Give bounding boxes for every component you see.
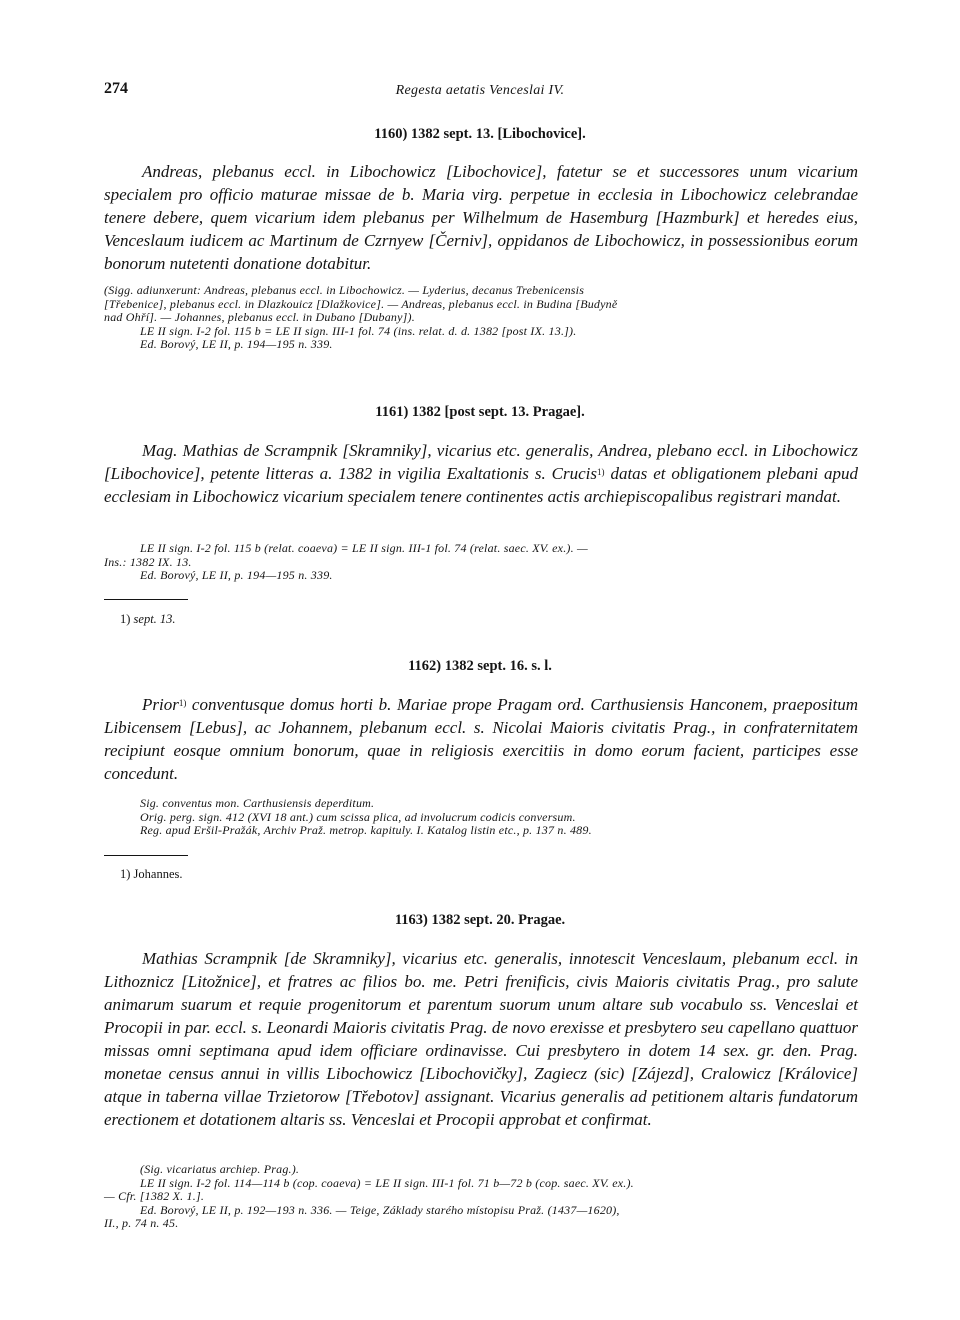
entry-heading-1161: 1161) 1382 [post sept. 13. Pragae]. xyxy=(375,404,585,420)
footnote-divider xyxy=(104,599,188,600)
running-title: Regesta aetatis Venceslai IV. xyxy=(395,83,565,98)
footnote-mark: 1) xyxy=(120,612,131,626)
note-line: Ed. Borový, LE II, p. 194—195 n. 339. xyxy=(140,568,333,582)
entry-text-1160-part: Andreas, plebanus eccl. in Libochowicz [Libochovice], fatetur se et successores unum vicarium specialem pro officio maturae missae de b. Maria virg. perpetue in ecclesia in Libochowicz celebrandae tenere debere, quem vicarium idem plebanus per Wilhelmum de Hasemburg [Hazmburk] et heredes eius, Venceslaum iudicem ac Martinum de Czrnyew [Černiv], oppidanos de Libochowicz, in possessionibus eorum bonorum nutetenti donatione dotabitur. xyxy=(104,162,858,273)
footnote-1161 xyxy=(120,612,176,627)
note-line: nad Ohří]. — Johannes, plebanus eccl. in Dubano [Dubany]). xyxy=(104,310,415,324)
page-number: 274 xyxy=(104,80,128,97)
entry-text-1161-part: Mag. Mathias de Scrampnik [Skramniky], vicarius etc. generalis, Andrea, plebano eccl. in Libochowicz [Libochovice], petente litteras a. 1382 in vigilia Exaltationis s. Crucis xyxy=(104,441,858,483)
footnote-1162 xyxy=(120,867,183,882)
footnote-text: Johannes. xyxy=(130,867,183,881)
entry-text-1162-part: Prior xyxy=(142,695,179,714)
entry-heading-1160: 1160) 1382 sept. 13. [Libochovice]. xyxy=(374,126,586,142)
entry-text-1161 xyxy=(104,439,858,508)
footnote-divider xyxy=(104,855,188,856)
entry-text-1163 xyxy=(104,947,858,1131)
note-line: Reg. apud Eršil-Pražák, Archiv Praž. metrop. kapituly. I. Katalog listin etc., p. 137 n. 489. xyxy=(140,823,592,837)
footnote-mark: 1) xyxy=(120,867,131,881)
note-line: (Sig. vicariatus archiep. Prag.). xyxy=(140,1162,300,1176)
note-line: LE II sign. I-2 fol. 115 b (relat. coaeva) = LE II sign. III-1 fol. 74 (relat. saec. XV. ex.). — xyxy=(140,541,588,555)
entry-notes-1160 xyxy=(104,284,858,352)
entry-notes-1163 xyxy=(104,1163,858,1231)
footnote-marker: 1) xyxy=(597,467,605,477)
note-line: Ed. Borový, LE II, p. 194—195 n. 339. xyxy=(140,337,333,351)
entry-text-1163-part: Mathias Scrampnik [de Skramniky], vicarius etc. generalis, innotescit Venceslaum, plebanum eccl. in Lithoznicz [Litožnice], et fratres ac filios bo. me. Petri frenificis, civis Maioris civitatis Prag., pro salute animarum suarum et requie progenitorum et parentum suorum unum altare sub vocabulo ss. Venceslai et Procopii in par. eccl. s. Leonardi Maioris civitatis Prag. de novo erexisse et presbytero seu capellano quattuor missas omni septimana apud idem officiare ordinavisse. Cui presbytero in dotem 14 sex. gr. den. Prag. monetae census annui in villis Libochowicz [Libochovičky], Zagiecz (sic) [Zájezd], Cralowicz [Královice] atque in taberna villae Trzietorow [Třebotov] assignant. Vicarius generalis ad petitionem altaris fundatorum erectionem et dotationem altaris ss. Venceslai et Procopii approbat et confirmat. xyxy=(104,949,858,1129)
note-line: Ed. Borový, LE II, p. 192—193 n. 336. — Teige, Základy starého místopisu Praž. (1437—1620), xyxy=(140,1202,620,1217)
entry-text-1160 xyxy=(104,160,858,275)
note-line: Orig. perg. sign. 412 (XVI 18 ant.) cum scissa plica, ad involucrum codicis conversum. xyxy=(140,809,576,824)
note-line: II., p. 74 n. 45. xyxy=(104,1216,179,1230)
note-line: Ins.: 1382 IX. 13. xyxy=(104,554,192,569)
footnote-marker: 1) xyxy=(178,698,187,708)
note-line: LE II sign. I-2 fol. 115 b = LE II sign. III-1 fol. 74 (ins. relat. d. d. 1382 [post IX. 13.]). xyxy=(140,323,577,338)
entry-text-1162 xyxy=(104,693,858,785)
note-line: — Cfr. [1382 X. 1.]. xyxy=(104,1189,205,1203)
note-line: [Třebenice], plebanus eccl. in Dlazkouicz [Dlažkovice]. — Andreas, plebanus eccl. in Budina [Budyně xyxy=(104,296,618,311)
entry-text-1162-part: conventusque domus horti b. Mariae prope Pragam ord. Carthusiensis Hanconem, praepositum Libicensem [Lebus], ac Johannem, plebanum eccl. s. Nicolai Maioris civitatis Prag., in confraternitatem recipiunt eosque omnium bonorum, quae in religiosis exercitiis in domo eorum facient, participes esse concedunt. xyxy=(104,695,858,783)
entry-notes-1162 xyxy=(104,797,858,838)
entry-heading-1162: 1162) 1382 sept. 16. s. l. xyxy=(408,658,552,674)
entry-heading-1163: 1163) 1382 sept. 20. Pragae. xyxy=(394,912,566,928)
entry-text-1161-part: datas et obligationem plebani apud ecclesiam in Libochowicz vicarium specialem tenere continentes actis archiepiscopalibus registrari mandat. xyxy=(104,464,859,506)
note-line: (Sigg. adiunxerunt: Andreas, plebanus eccl. in Libochowicz. — Lyderius, decanus Trebenicensis xyxy=(104,283,585,297)
note-line: LE II sign. I-2 fol. 114—114 b (cop. coaeva) = LE II sign. III-1 fol. 71 b—72 b (cop. saec. XV. ex.). xyxy=(140,1175,634,1190)
footnote-text: sept. 13. xyxy=(130,612,176,626)
note-line: Sig. conventus mon. Carthusiensis deperditum. xyxy=(140,796,375,810)
entry-notes-1161 xyxy=(104,542,858,583)
